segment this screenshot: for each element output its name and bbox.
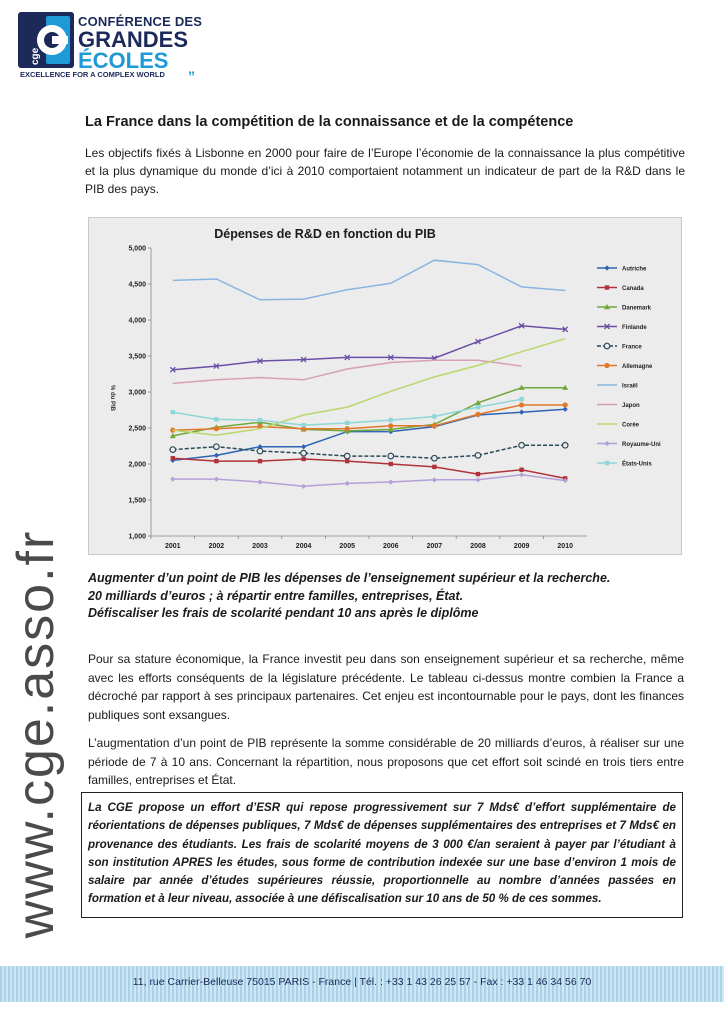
logo-line-3: ÉCOLES — [78, 48, 169, 73]
legend-item — [597, 460, 652, 468]
legend-item — [597, 285, 644, 292]
data-point — [519, 410, 524, 415]
data-point — [171, 410, 175, 414]
data-point — [519, 397, 523, 401]
x-tick-label: 2001 — [165, 543, 181, 550]
body-paragraph-3: L’augmentation d’un point de PIB représente la somme considérable de 20 milliards d’euros, à réaliser sur une période de 7 à 10 ans. Concernant la répartition, nous proposons que cet effort soit scindé en trois tiers entre familles, entreprises et État. — [88, 736, 684, 787]
x-tick-label: 2003 — [252, 543, 268, 550]
body-paragraph-2: Pour sa stature économique, la France investit peu dans son enseignement supérieur et sa recherche, même avec les efforts conséquents de la législature précédente. Le tableau ci-dessus montre combien la France a décroché par rapport à ses principaux partenaires. Cet enjeu est incontournable pour le pays, dont les finances publiques sont exsangues. — [88, 652, 684, 722]
section-intro — [85, 114, 685, 198]
y-tick-label: 4,500 — [128, 281, 146, 289]
cge-logo-mark — [18, 12, 74, 68]
legend-label: Canada — [622, 286, 644, 292]
legend-label: Finlande — [622, 325, 647, 331]
y-tick-label: 2,000 — [128, 461, 146, 469]
chart-title: Dépenses de R&D en fonction du PIB — [214, 227, 436, 241]
data-point — [214, 477, 219, 482]
data-point — [170, 447, 176, 453]
y-tick-label: 3,500 — [128, 353, 146, 361]
logo-line-2: GRANDES — [78, 27, 189, 52]
logo-line-1: CONFÉRENCE DES — [78, 14, 203, 29]
series-danemark — [170, 385, 568, 438]
x-tick-label: 2008 — [470, 543, 486, 550]
legend-label: Royaume-Uni — [622, 442, 661, 448]
y-tick-label: 1,000 — [128, 533, 146, 541]
data-point — [476, 472, 480, 476]
data-point — [388, 453, 394, 459]
legend-item — [597, 384, 638, 390]
data-point — [389, 462, 393, 466]
data-point — [257, 479, 262, 484]
data-point — [301, 457, 305, 461]
data-point — [563, 402, 568, 407]
data-point — [344, 453, 350, 459]
data-point — [604, 343, 610, 349]
proposal-box — [81, 792, 683, 918]
highlights-block — [88, 570, 688, 623]
x-tick-label: 2004 — [295, 543, 312, 550]
website-url-text: www.cge.asso.fr — [7, 529, 65, 939]
data-point — [170, 477, 175, 482]
legend-item — [597, 304, 652, 312]
chart-container — [88, 217, 682, 555]
legend-item — [597, 363, 653, 370]
legend-label: Corée — [622, 422, 640, 429]
data-point — [432, 423, 437, 428]
series-cor-e — [173, 339, 565, 436]
highlight-line: Augmenter d’un point de PIB les dépenses de l’enseignement supérieur et la recherche. — [88, 571, 611, 585]
data-point — [388, 423, 393, 428]
x-tick-label: 2009 — [513, 543, 530, 550]
data-point — [345, 421, 349, 425]
series-france — [170, 442, 568, 461]
legend-label: Autriche — [622, 266, 647, 273]
data-point — [301, 444, 306, 449]
legend-item — [597, 441, 661, 448]
x-tick-label: 2005 — [339, 543, 355, 550]
website-url-vertical — [4, 529, 68, 939]
data-point — [345, 481, 350, 486]
data-point — [604, 265, 609, 270]
data-point — [519, 402, 524, 407]
series-line — [173, 260, 565, 300]
data-point — [475, 412, 480, 417]
data-point — [389, 418, 393, 422]
series-line — [173, 458, 565, 478]
series-autriche — [170, 407, 568, 463]
data-point — [604, 363, 609, 368]
series-isra-l — [173, 260, 565, 300]
y-tick-label: 3,000 — [128, 389, 146, 397]
y-tick-label: 2,500 — [128, 425, 146, 433]
series-line — [173, 475, 565, 487]
data-point — [605, 461, 609, 465]
legend-label: États-Unis — [622, 461, 652, 468]
data-point — [475, 453, 481, 459]
y-tick-label: 4,000 — [128, 317, 146, 325]
series--tats-unis — [171, 397, 524, 427]
legend-label: Danemark — [622, 305, 652, 312]
data-point — [214, 426, 219, 431]
data-point — [214, 417, 218, 421]
data-point — [476, 405, 480, 409]
data-point — [301, 450, 307, 456]
data-point — [475, 477, 480, 482]
data-point — [257, 448, 263, 454]
data-point — [301, 484, 306, 489]
data-point — [301, 423, 305, 427]
data-point — [214, 444, 220, 450]
section-title: La France dans la compétition de la connaissance et de la compétence — [85, 114, 574, 130]
data-point — [432, 414, 436, 418]
series-royaume-uni — [170, 472, 568, 489]
data-point — [519, 472, 524, 477]
legend-label: Allemagne — [622, 364, 653, 370]
data-point — [432, 455, 438, 461]
data-point — [214, 459, 218, 463]
data-point — [519, 442, 525, 448]
y-tick-label: 5,000 — [128, 245, 146, 253]
series-japon — [173, 360, 522, 383]
y-tick-label: 1,500 — [128, 497, 146, 505]
logo-quote-mark: ” — [188, 68, 195, 84]
data-point — [171, 456, 175, 460]
proposal-text: La CGE propose un effort d’ESR qui repose progressivement sur 7 Mds€ d’effort supplémentaire de réorientations de dépenses publiques, 7 Mds€ de dépenses supplémentaires des entreprises et 7 Mds€ en provenance des étudiants. Les frais de scolarité moyens de 3 000 €/an seraient à payer par l’étudiant à son institution APRES les études, sous forme de contribution indexée sur une base d’environ 1 mois de salaire par année d’études supérieures réussie, proportionnelle au nombre d’années passées en formation et à leur niveau, associée à une défiscalisation sur 10 ans de 50 % de ces sommes. — [88, 801, 676, 906]
series-line — [173, 405, 565, 430]
data-point — [605, 285, 609, 289]
x-tick-label: 2002 — [208, 543, 225, 550]
legend-item — [597, 423, 640, 429]
legend-item — [597, 265, 647, 272]
data-point — [432, 465, 436, 469]
series-allemagne — [170, 402, 568, 432]
data-point — [258, 459, 262, 463]
legend-label: Israël — [622, 383, 638, 390]
data-point — [432, 477, 437, 482]
legend-label: France — [622, 344, 642, 351]
data-point — [345, 426, 350, 431]
series-line — [173, 326, 565, 370]
data-point — [214, 453, 219, 458]
data-point — [604, 441, 609, 446]
series-line — [173, 409, 565, 460]
series-line — [173, 360, 522, 383]
data-point — [562, 442, 568, 448]
legend-item — [597, 343, 642, 350]
intro-paragraph: Les objectifs fixés à Lisbonne en 2000 pour faire de l’Europe l’économie de la connaissance la plus compétitive et la plus dynamique du monde d’ici à 2010 comportaient notamment un indicateur de part de la R&D dans le PIB des pays. — [85, 146, 685, 196]
data-point — [519, 468, 523, 472]
data-point — [345, 459, 349, 463]
legend-label: Japon — [622, 403, 640, 409]
legend-item — [597, 324, 647, 331]
x-tick-label: 2007 — [426, 543, 443, 550]
cge-logo — [18, 12, 218, 82]
footer-contact: 11, rue Carrier-Belleuse 75015 PARIS - France | Tél. : +33 1 43 26 25 57 - Fax : +33 1 46 34 56 70 — [132, 976, 592, 988]
logo-tagline: EXCELLENCE FOR A COMPLEX WORLD — [20, 70, 165, 79]
cge-logo-mark-letters: cge — [30, 47, 41, 65]
highlight-line: 20 milliards d’euros ; à répartir entre familles, entreprises, État. — [88, 588, 464, 603]
series-line — [173, 339, 565, 436]
chart-y-axis-label: % du PIB — [109, 384, 115, 412]
data-point — [258, 418, 262, 422]
highlight-line: Défiscaliser les frais de scolarité pendant 10 ans après le diplôme — [88, 606, 479, 620]
footer — [0, 966, 724, 1002]
legend-item — [597, 403, 640, 409]
rd-spending-chart — [89, 218, 681, 554]
data-point — [388, 479, 393, 484]
x-tick-label: 2006 — [383, 543, 399, 550]
x-tick-label: 2010 — [557, 543, 573, 550]
